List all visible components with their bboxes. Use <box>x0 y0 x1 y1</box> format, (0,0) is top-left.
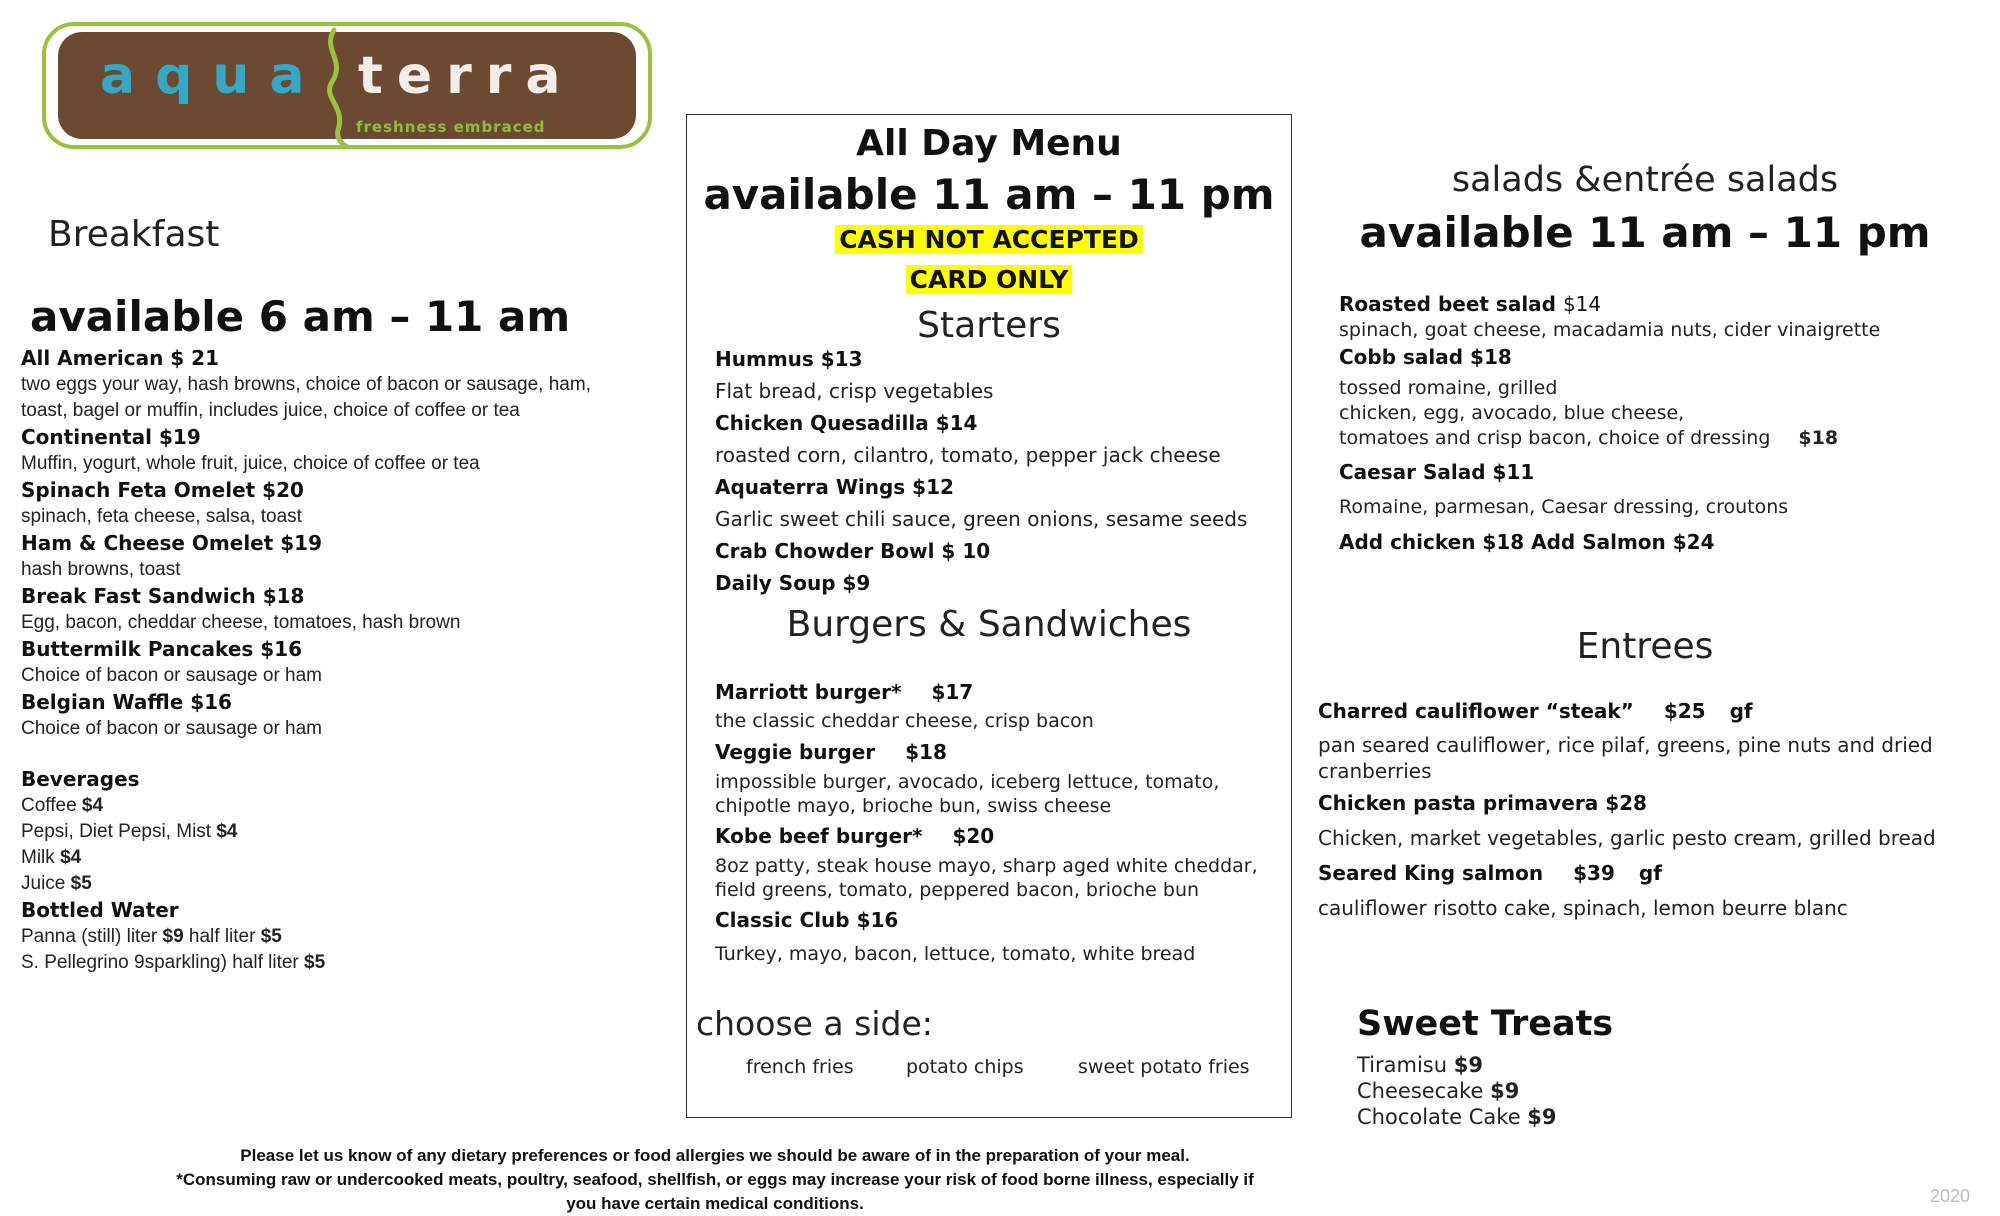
menu-item-desc: Garlic sweet chili sauce, green onions, sesame seeds <box>715 507 1248 531</box>
entrees-list <box>1318 694 1988 924</box>
menu-item-name: Charred cauliflower “steak” $25 gf <box>1318 699 1753 723</box>
logo-word-terra: terra <box>358 46 575 106</box>
beverage-item: Pepsi, Diet Pepsi, Mist $4 <box>21 821 238 842</box>
cash-notice: CASH NOT ACCEPTED <box>835 225 1143 254</box>
all-day-hours: available 11 am – 11 pm <box>703 170 1275 219</box>
menu-item-name: Continental $19 <box>21 425 201 449</box>
salads-list <box>1339 291 1979 560</box>
menu-item-desc: hash browns, toast <box>21 559 181 580</box>
beverage-item: Coffee $4 <box>21 795 104 816</box>
burgers-list <box>715 676 1285 970</box>
water-item: S. Pellegrino 9sparkling) half liter $5 <box>21 952 326 973</box>
footer-line: Please let us know of any dietary preferences or food allergies we should be aware of in the preparation of your meal. <box>240 1146 1190 1165</box>
menu-item-desc: 8oz patty, steak house mayo, sharp aged white cheddar, <box>715 855 1258 877</box>
breakfast-hours: available 6 am – 11 am <box>30 292 571 341</box>
menu-item-name: Chicken pasta primavera $28 <box>1318 791 1647 815</box>
menu-item-desc: Egg, bacon, cheddar cheese, tomatoes, hash brown <box>21 612 461 633</box>
menu-item-desc: impossible burger, avocado, iceberg lettuce, tomato, <box>715 771 1220 793</box>
logo-background <box>58 32 636 139</box>
burgers-title: Burgers & Sandwiches <box>786 604 1192 645</box>
menu-item-name: Chicken Quesadilla $14 <box>715 411 978 435</box>
menu-item-desc: cauliflower risotto cake, spinach, lemon beurre blanc <box>1318 896 1848 920</box>
breakfast-title: Breakfast <box>48 214 220 255</box>
entrees-title: Entrees <box>1576 626 1714 667</box>
menu-item-desc: spinach, feta cheese, salsa, toast <box>21 506 302 527</box>
card-only-notice: CARD ONLY <box>906 265 1073 294</box>
menu-item-name: Veggie burger $18 <box>715 740 947 764</box>
menu-item-desc: Romaine, parmesan, Caesar dressing, croutons <box>1339 496 1789 518</box>
sweets-title: Sweet Treats <box>1357 1004 1614 1044</box>
breakfast-list <box>21 344 661 742</box>
beverages-title: Beverages <box>21 767 140 791</box>
menu-item-name: Break Fast Sandwich $18 <box>21 584 305 608</box>
menu-item-desc: pan seared cauliflower, rice pilaf, greens, pine nuts and dried <box>1318 733 1933 757</box>
footer-notice <box>140 1144 1290 1216</box>
menu-item-desc: Muffin, yogurt, whole fruit, juice, choice of coffee or tea <box>21 453 480 474</box>
beverage-item: Milk $4 <box>21 847 82 868</box>
menu-item-name: Daily Soup $9 <box>715 571 871 595</box>
menu-item-name: Classic Club $16 <box>715 908 899 932</box>
sweets-list <box>1357 1052 1557 1130</box>
menu-item-desc: chipotle mayo, brioche bun, swiss cheese <box>715 795 1112 817</box>
salads-title: salads &entrée salads <box>1451 160 1839 200</box>
side-option: french fries <box>746 1056 854 1078</box>
all-day-header <box>686 120 1292 350</box>
menu-item-name: Seared King salmon $39 gf <box>1318 861 1662 885</box>
menu-item-name: Ham & Cheese Omelet $19 <box>21 531 323 555</box>
menu-item-desc: tomatoes and crisp bacon, choice of dressing $18 <box>1339 427 1839 449</box>
menu-item-name: Crab Chowder Bowl $ 10 <box>715 539 991 563</box>
starters-list <box>715 343 1285 599</box>
sweet-item: Cheesecake $9 <box>1357 1079 1520 1103</box>
logo-tagline: freshness embraced <box>356 118 546 136</box>
side-option: potato chips <box>906 1056 1024 1078</box>
logo-word-aqua: aqua <box>100 46 325 106</box>
menu-item-name: Belgian Waffle $16 <box>21 690 232 714</box>
salad-addons: Add chicken $18 Add Salmon $24 <box>1339 530 1715 554</box>
menu-item-name: Aquaterra Wings $12 <box>715 475 954 499</box>
menu-item-name: Caesar Salad $11 <box>1339 460 1535 484</box>
beverages-section <box>21 765 661 976</box>
menu-item-desc: Flat bread, crisp vegetables <box>715 379 994 403</box>
logo <box>42 22 652 149</box>
logo-swirl-icon <box>316 26 356 150</box>
menu-item-desc: toast, bagel or muffin, includes juice, choice of coffee or tea <box>21 400 520 421</box>
side-option: sweet potato fries <box>1078 1056 1250 1078</box>
menu-item-desc: Turkey, mayo, bacon, lettuce, tomato, white bread <box>715 943 1196 965</box>
menu-item-desc: roasted corn, cilantro, tomato, pepper jack cheese <box>715 443 1221 467</box>
menu-item-desc: field greens, tomato, peppered bacon, brioche bun <box>715 879 1200 901</box>
menu-item-desc: spinach, goat cheese, macadamia nuts, cider vinaigrette <box>1339 319 1881 341</box>
menu-item-name: Spinach Feta Omelet $20 <box>21 478 304 502</box>
menu-item-name: Buttermilk Pancakes $16 <box>21 637 302 661</box>
year-label: 2020 <box>1930 1186 1971 1206</box>
all-day-title: All Day Menu <box>856 123 1122 164</box>
sweet-item: Tiramisu $9 <box>1357 1053 1483 1077</box>
bottled-water-title: Bottled Water <box>21 898 179 922</box>
menu-item-desc: Chicken, market vegetables, garlic pesto cream, grilled bread <box>1318 826 1936 850</box>
menu-item-desc: chicken, egg, avocado, blue cheese, <box>1339 402 1685 424</box>
footer-line: you have certain medical conditions. <box>566 1194 864 1213</box>
menu-item-name: Kobe beef burger* $20 <box>715 824 995 848</box>
menu-item-desc: the classic cheddar cheese, crisp bacon <box>715 710 1094 732</box>
beverage-item: Juice $5 <box>21 873 92 894</box>
sweet-item: Chocolate Cake $9 <box>1357 1105 1557 1129</box>
starters-title: Starters <box>917 305 1061 346</box>
menu-item-desc: tossed romaine, grilled <box>1339 377 1558 399</box>
water-item: Panna (still) liter $9 half liter $5 <box>21 926 282 947</box>
footer-line: *Consuming raw or undercooked meats, poultry, seafood, shellfish, or eggs may increase your risk of food borne illness, especially if <box>176 1170 1254 1189</box>
menu-item-name: Roasted beet salad $14 <box>1339 292 1602 316</box>
salads-hours: available 11 am – 11 pm <box>1359 208 1931 257</box>
menu-item-desc: Choice of bacon or sausage or ham <box>21 665 323 686</box>
menu-item-name: Cobb salad $18 <box>1339 345 1512 369</box>
menu-item-desc: cranberries <box>1318 759 1432 783</box>
menu-item-name: All American $ 21 <box>21 346 220 370</box>
menu-item-desc: two eggs your way, hash browns, choice of bacon or sausage, ham, <box>21 374 591 395</box>
menu-item-name: Marriott burger* $17 <box>715 680 974 704</box>
menu-item-desc: Choice of bacon or sausage or ham <box>21 718 323 739</box>
side-title: choose a side: <box>696 1004 933 1043</box>
menu-item-name: Hummus $13 <box>715 347 863 371</box>
